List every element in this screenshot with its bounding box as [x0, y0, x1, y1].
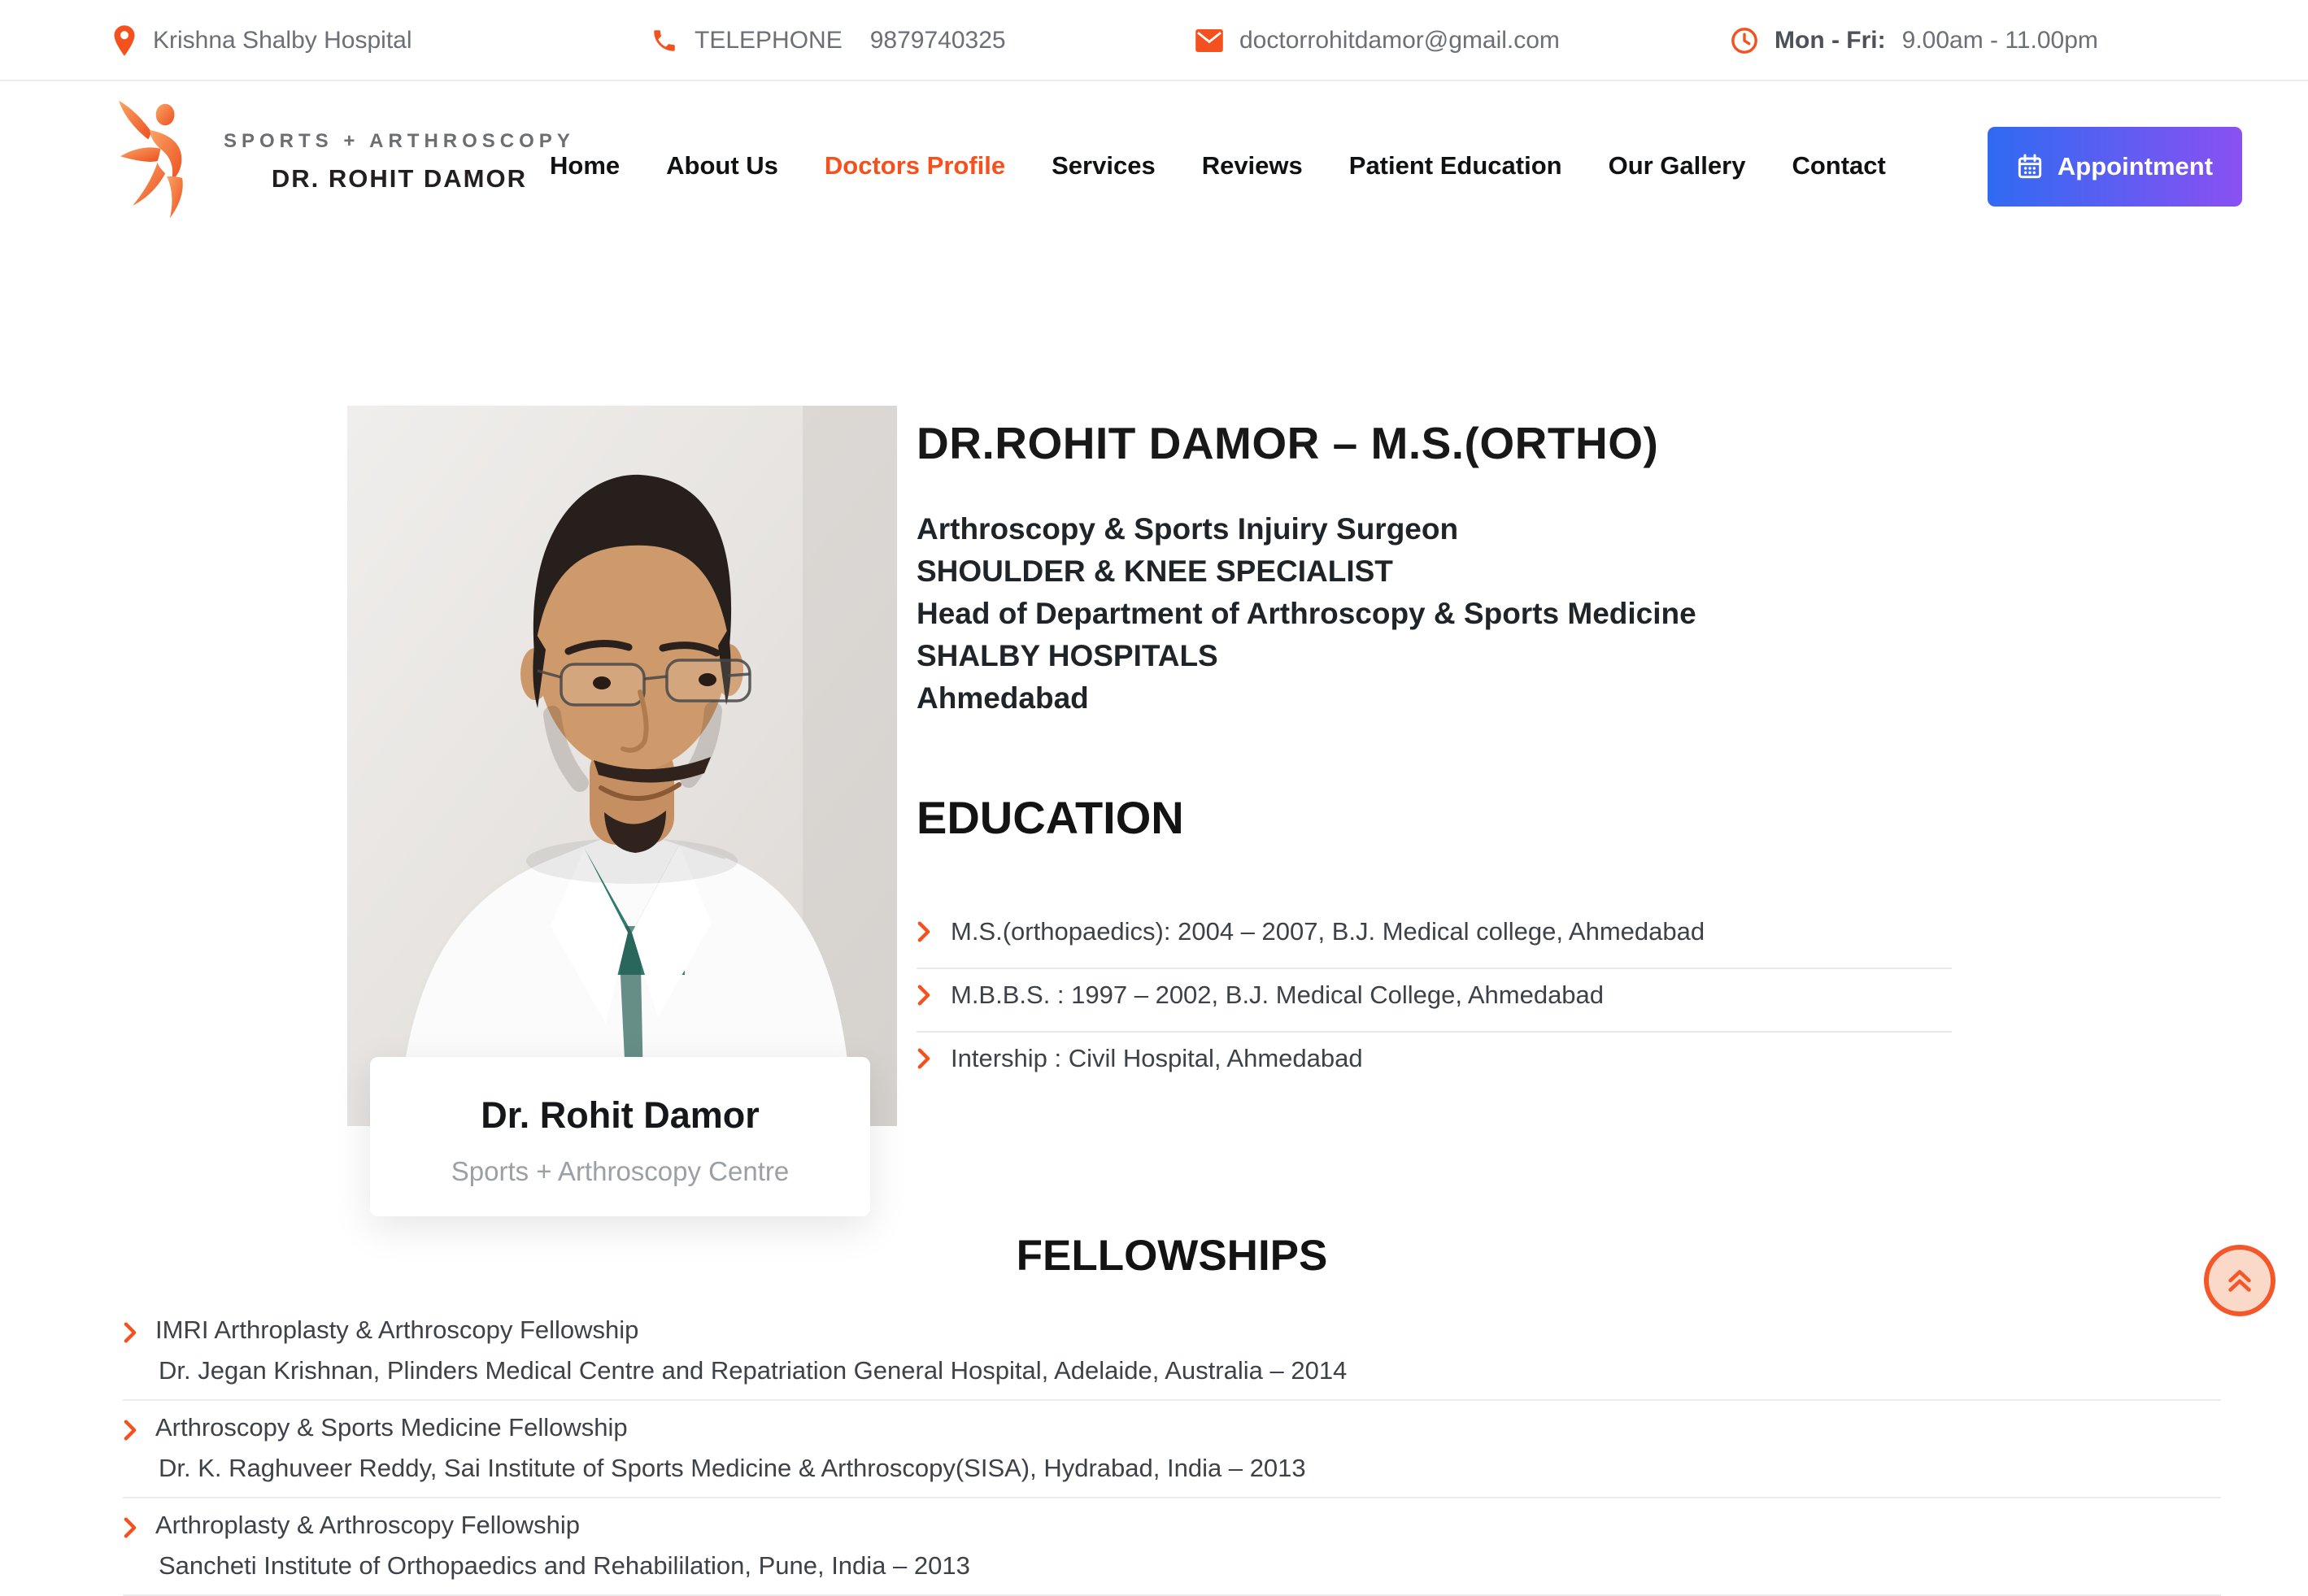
nav-item-about-us[interactable]: About Us	[666, 151, 778, 180]
nav-item-our-gallery[interactable]: Our Gallery	[1608, 151, 1746, 180]
fellowship-detail: Dr. K. Raghuveer Reddy, Sai Institute of Sports Medicine & Arthroscopy(SISA), Hydrabad, India – 2013	[159, 1454, 1306, 1482]
doctor-heading: DR.ROHIT DAMOR – M.S.(ORTHO)	[917, 418, 1659, 468]
chevron-right-icon	[917, 921, 931, 942]
clock-icon	[1731, 27, 1758, 54]
education-list	[917, 906, 1952, 1094]
chevron-right-icon	[123, 1322, 137, 1343]
chevron-right-icon	[123, 1420, 137, 1441]
topbar-email[interactable]	[1195, 0, 1560, 81]
doctor-details	[917, 417, 1952, 1094]
doctor-card-name: Dr. Rohit Damor	[481, 1094, 760, 1136]
doctor-subtitle-line: Head of Department of Arthroscopy & Sports Medicine	[917, 597, 1696, 630]
topbar-email-address: doctorrohitdamor@gmail.com	[1239, 27, 1560, 54]
calendar-icon	[2017, 154, 2043, 180]
nav-item-reviews[interactable]: Reviews	[1201, 151, 1303, 180]
logo-line1: SPORTS + ARTHROSCOPY	[224, 130, 575, 152]
nav-item-contact[interactable]: Contact	[1792, 151, 1886, 180]
topbar-location-label: Krishna Shalby Hospital	[153, 27, 412, 54]
education-list-item	[917, 906, 1952, 969]
doctor-photo	[347, 406, 897, 1126]
appointment-button-label: Appointment	[2057, 152, 2214, 180]
doctor-subtitle-line: Ahmedabad	[917, 681, 1089, 715]
logo-text	[224, 99, 575, 194]
topbar-location[interactable]	[112, 0, 412, 81]
education-list-item	[917, 969, 1952, 1033]
logo-figure-icon	[112, 99, 206, 223]
site-header	[0, 83, 2308, 249]
fellowship-title-row	[123, 1412, 2221, 1443]
site-logo[interactable]	[112, 99, 575, 223]
fellowship-detail: Sancheti Institute of Orthopaedics and Rehabililation, Pune, India – 2013	[159, 1551, 970, 1580]
fellowship-title: Arthroplasty & Arthroscopy Fellowship	[155, 1511, 581, 1539]
email-icon	[1195, 29, 1223, 52]
education-list-item	[917, 1033, 1952, 1094]
fellowships-list	[123, 1303, 2221, 1596]
double-chevron-up-icon	[2223, 1266, 2256, 1295]
nav-item-doctors-profile[interactable]: Doctors Profile	[824, 151, 1006, 180]
doctor-card-subtitle: Sports + Arthroscopy Centre	[451, 1156, 790, 1186]
fellowship-title-row	[123, 1510, 2221, 1541]
fellowship-title: Arthroscopy & Sports Medicine Fellowship	[155, 1413, 628, 1442]
fellowship-title: IMRI Arthroplasty & Arthroscopy Fellowship	[155, 1316, 639, 1344]
chevron-right-icon	[917, 1048, 931, 1069]
fellowship-detail: Dr. Jegan Krishnan, Plinders Medical Centre and Repatriation General Hospital, Adelaide, Australia – 2014	[159, 1356, 1348, 1385]
nav-item-home[interactable]: Home	[550, 151, 621, 180]
logo-line2: DR. ROHIT DAMOR	[271, 164, 527, 193]
doctor-subtitle-line: SHOULDER & KNEE SPECIALIST	[917, 554, 1393, 588]
education-item-text: M.S.(orthopaedics): 2004 – 2007, B.J. Medical college, Ahmedabad	[951, 917, 1705, 946]
doctor-subtitle-block	[917, 508, 1952, 720]
education-item-text: Intership : Civil Hospital, Ahmedabad	[951, 1044, 1363, 1072]
doctor-subtitle-line: SHALBY HOSPITALS	[917, 639, 1218, 672]
fellowship-list-item	[123, 1498, 2221, 1596]
scroll-to-top-button[interactable]	[2204, 1245, 2275, 1316]
topbar-hours-value: 9.00am - 11.00pm	[1901, 27, 2098, 54]
education-item-text: M.B.B.S. : 1997 – 2002, B.J. Medical College, Ahmedabad	[951, 981, 1605, 1009]
nav-item-services[interactable]: Services	[1052, 151, 1156, 180]
fellowship-list-item	[123, 1401, 2221, 1498]
fellowship-title-row	[123, 1315, 2221, 1346]
doctor-subtitle-line: Arthroscopy & Sports Injuiry Surgeon	[917, 512, 1459, 546]
topbar-phone[interactable]	[651, 0, 1006, 81]
chevron-right-icon	[917, 985, 931, 1006]
topbar-hours	[1731, 0, 2098, 81]
topbar-hours-label: Mon - Fri:	[1775, 27, 1886, 54]
phone-icon	[651, 27, 678, 54]
appointment-button[interactable]	[1988, 127, 2242, 207]
chevron-right-icon	[123, 1517, 137, 1538]
topbar-phone-number: 9879740325	[869, 27, 1006, 54]
fellowships-section	[123, 1231, 2221, 1596]
fellowship-list-item	[123, 1303, 2221, 1401]
location-pin-icon	[112, 25, 137, 56]
education-heading: EDUCATION	[917, 792, 1184, 843]
topbar-phone-label: TELEPHONE	[695, 27, 843, 54]
main-nav	[550, 83, 1886, 249]
fellowships-heading: FELLOWSHIPS	[1016, 1232, 1328, 1280]
nav-item-patient-education[interactable]: Patient Education	[1348, 151, 1562, 180]
doctor-info-card	[370, 1057, 870, 1216]
topbar	[0, 0, 2308, 81]
